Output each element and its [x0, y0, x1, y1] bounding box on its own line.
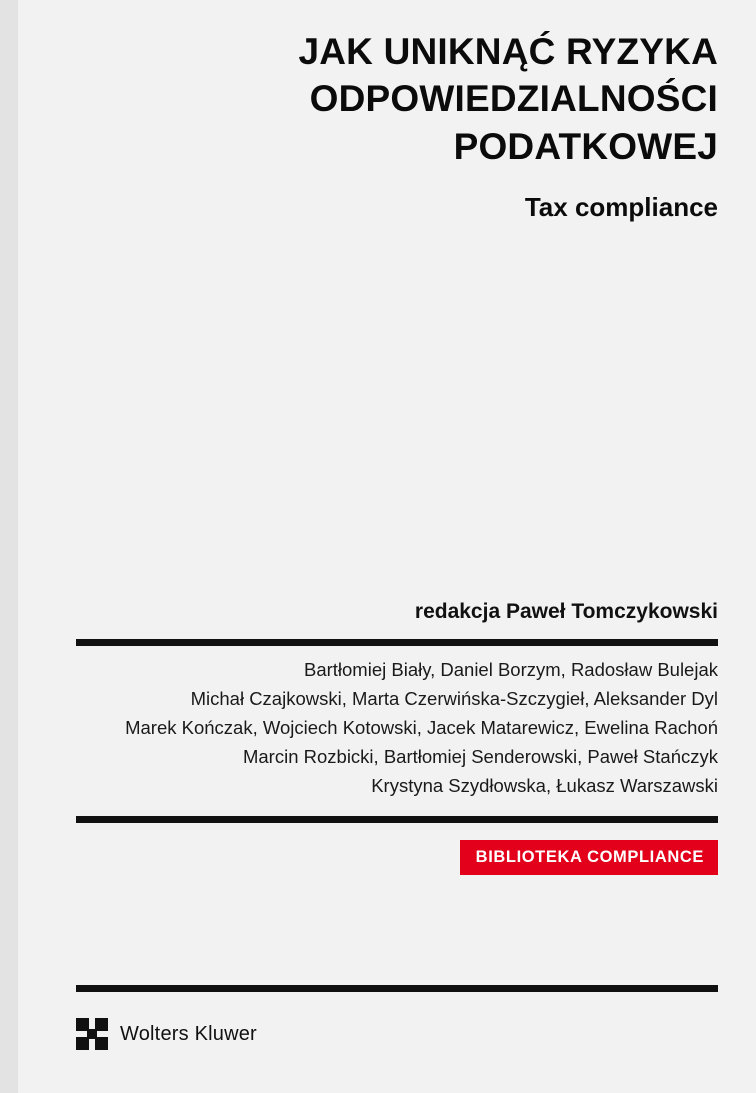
cover-spine-strip — [0, 0, 19, 1093]
divider-rule-bottom — [76, 985, 718, 992]
title-line-1: JAK UNIKNĄĆ RYZYKA — [298, 31, 718, 72]
cover-body — [18, 0, 756, 1093]
author-line: Krystyna Szydłowska, Łukasz Warszawski — [371, 775, 718, 797]
divider-rule-top — [76, 639, 718, 646]
cover-subtitle: Tax compliance — [524, 192, 718, 223]
publisher-logo — [76, 1018, 257, 1050]
author-line: Bartłomiej Biały, Daniel Borzym, Radosław Bulejak — [303, 659, 718, 680]
series-badge: BIBLIOTEKA COMPLIANCE — [460, 840, 718, 875]
wolters-kluwer-mark-icon — [76, 1018, 108, 1050]
cover-editor: redakcja Paweł Tomczykowski — [414, 600, 718, 623]
publisher-name: Wolters Kluwer — [120, 1022, 257, 1045]
cover-authors — [58, 655, 718, 800]
cover-title-block — [78, 28, 718, 223]
author-line: Marcin Rozbicki, Bartłomiej Senderowski, Paweł Stańczyk — [242, 746, 718, 768]
title-line-2: ODPOWIEDZIALNOŚCI — [309, 78, 718, 120]
author-line: Marek Kończak, Wojciech Kotowski, Jacek Matarewicz, Ewelina Rachoń — [125, 717, 718, 739]
divider-rule-middle — [76, 816, 718, 823]
title-line-3: PODATKOWEJ — [453, 125, 718, 167]
author-line: Michał Czajkowski, Marta Czerwińska-Szczygieł, Aleksander Dyl — [190, 688, 718, 710]
